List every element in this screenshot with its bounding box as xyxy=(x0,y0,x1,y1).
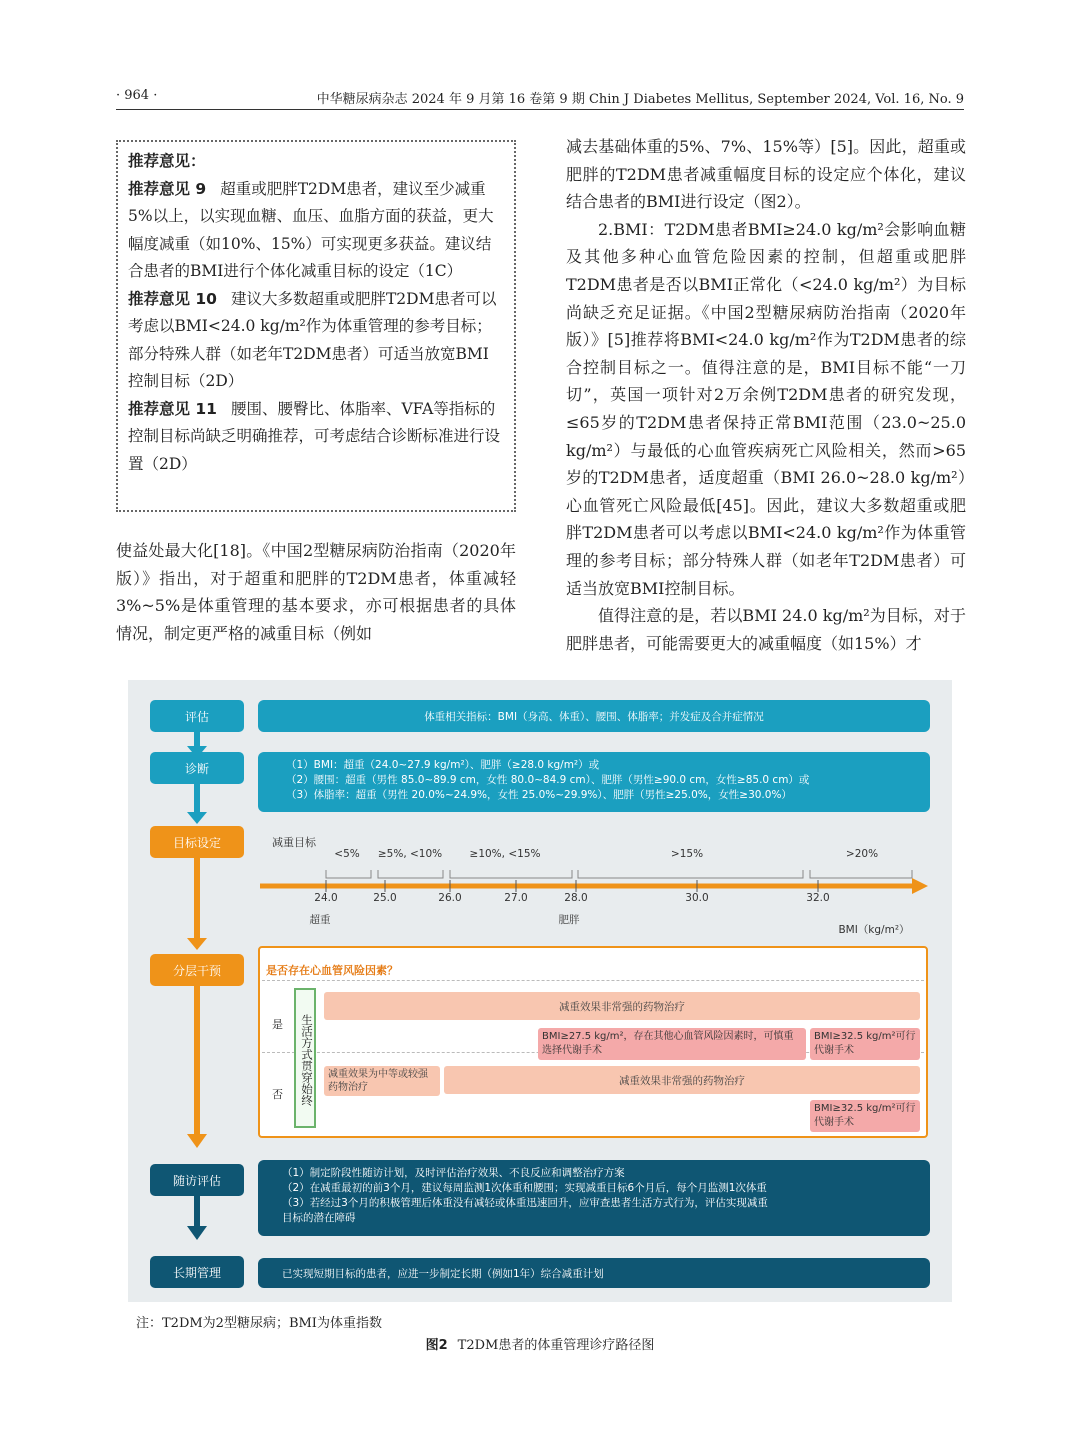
bmi-unit-label: BMI（kg/m²） xyxy=(838,924,910,936)
follow-up-line: 目标的潜在障碍 xyxy=(282,1212,356,1224)
figure-note: 注：T2DM为2型糖尿病；BMI为体重指数 xyxy=(136,1316,382,1331)
diagnosis-line: （1）BMI：超重（24.0~27.9 kg/m²）、肥胖（≥28.0 kg/m²）或 xyxy=(286,759,600,771)
overweight-label: 超重 xyxy=(309,914,331,926)
strong-drug-therapy-no: 减重效果非常强的药物治疗 xyxy=(444,1066,920,1094)
bmi-tick: 24.0 xyxy=(314,892,338,904)
follow-up-line: （3）若经过3个月的积极管理后体重没有减轻或体重迅速回升，应审查患者生活方式行为，评估实现减重 xyxy=(282,1197,768,1209)
arrow-head xyxy=(187,1134,207,1148)
range-bracket xyxy=(378,870,443,878)
goal-range: <5% xyxy=(334,848,360,860)
figure-2-flowchart xyxy=(128,680,952,1302)
stratified-panel xyxy=(258,946,928,1138)
right-paragraph-3: 值得注意的是，若以BMI 24.0 kg/m²为目标，对于肥胖患者，可能需要更大的减重幅度（如15%）才 xyxy=(566,606,966,653)
long-term-content: 已实现短期目标的患者，应进一步制定长期（例如1年）综合减重计划 xyxy=(258,1258,930,1288)
follow-up-content xyxy=(258,1160,930,1236)
arrow-connector xyxy=(194,986,200,1136)
caption-label: 图2 xyxy=(425,1338,448,1353)
recommendation-9 xyxy=(128,176,504,286)
no-label: 否 xyxy=(272,1088,283,1101)
recommendation-10-text: 建议大多数超重或肥胖T2DM患者可以考虑以BMI<24.0 kg/m²作为体重管理的参考目标；部分特殊人群（如老年T2DM患者）可适当放宽BMI控制目标（2D） xyxy=(128,289,497,390)
surgery-cv-risk: BMI≥27.5 kg/m²，存在其他心血管风险因素时，可慎重选择代谢手术 xyxy=(538,1028,806,1060)
yes-label: 是 xyxy=(272,1018,283,1031)
journal-citation: 中华糖尿病杂志 2024 年 9 月第 16 卷第 9 期 Chin J Diabetes Mellitus, September 2024, Vol. 16, No. 9 xyxy=(316,92,964,107)
arrow-head xyxy=(187,1226,207,1240)
bmi-tick: 26.0 xyxy=(438,892,462,904)
goal-title: 减重目标 xyxy=(272,836,316,849)
recommendation-title: 推荐意见： xyxy=(128,152,206,170)
bmi-tick: 28.0 xyxy=(564,892,588,904)
range-bracket xyxy=(450,870,572,878)
assess-content: 体重相关指标：BMI（身高、体重）、腰围、体脂率；并发症及合并症情况 xyxy=(258,700,930,732)
goal-range: >20% xyxy=(845,848,879,860)
recommendation-10-label: 推荐意见 10 xyxy=(128,289,217,308)
recommendation-9-text: 超重或肥胖T2DM患者，建议至少减重5%以上，以实现血糖、血压、血脂方面的获益，更大幅度减重（如10%、15%）可实现更多获益。建议结合患者的BMI进行个体化减重目标的设定（1C） xyxy=(128,179,494,280)
bmi-tick: 25.0 xyxy=(373,892,397,904)
page-number: · 964 · xyxy=(116,88,158,103)
recommendation-9-label: 推荐意见 9 xyxy=(128,179,207,198)
step-long-term: 长期管理 xyxy=(150,1256,244,1288)
goal-range: ≥5%, <10% xyxy=(377,848,443,860)
range-bracket xyxy=(326,870,371,878)
bmi-axis-arrow xyxy=(912,878,928,894)
recommendation-11 xyxy=(128,396,504,479)
recommendation-box xyxy=(116,140,516,512)
diagnosis-line: （3）体脂率：超重（男性 20.0%~24.9%，女性 25.0%~29.9%）、肥胖（男性≥25.0%，女性≥30.0%） xyxy=(286,789,792,801)
step-follow-up: 随访评估 xyxy=(150,1164,244,1196)
right-paragraph-2: 2.BMI：T2DM患者BMI≥24.0 kg/m²会影响血糖及其他多种心血管危险因素的控制，但超重或肥胖T2DM患者是否以BMI正常化（<24.0 kg/m²）为目标尚缺乏充足证据。《中国2型糖尿病防治指南（2020年版）》[5]推荐将BMI<24.0 kg/m²作为T2DM患者的综合控制目标之一。值得注意的是，BMI目标不能“一刀切”，英国一项针对2万余例T2DM患者的研究发现，≤65岁的T2DM患者保持正常BMI范围（23.0~25.0 kg/m²）与最低的心血管疾病死亡风险相关，然而>65岁的T2DM患者，适度超重（BMI 26.0~28.0 kg/m²）心血管死亡风险最低[45]。因此，建议大多数超重或肥胖T2DM患者可以考虑以BMI<24.0 kg/m²作为体重管理的参考目标；部分特殊人群（如老年T2DM患者）可适当放宽BMI控制目标。 xyxy=(566,219,966,598)
step-assess: 评估 xyxy=(150,700,244,732)
cv-risk-question: 是否存在心血管风险因素？ xyxy=(266,964,398,977)
right-column-text xyxy=(566,133,966,657)
figure-caption xyxy=(0,1334,1080,1353)
right-paragraph-1: 减去基础体重的5%、7%、15%等）[5]。因此，超重或肥胖的T2DM患者减重幅度目标的设定应个体化，建议结合患者的BMI进行设定（图2）。 xyxy=(566,137,966,212)
recommendation-11-label: 推荐意见 11 xyxy=(128,399,217,418)
obese-label: 肥胖 xyxy=(558,914,580,926)
caption-text: T2DM患者的体重管理诊疗路径图 xyxy=(457,1338,655,1353)
diagnosis-line: （2）腰围：超重（男性 85.0~89.9 cm，女性 80.0~84.9 cm）、肥胖（男性≥90.0 cm，女性≥85.0 cm）或 xyxy=(286,774,810,786)
goal-range: >15% xyxy=(670,848,704,860)
step-goal-setting: 目标设定 xyxy=(150,826,244,858)
recommendation-10 xyxy=(128,286,504,396)
follow-up-line: （1）制定阶段性随访计划，及时评估治疗效果、不良反应和调整治疗方案 xyxy=(282,1167,625,1179)
strong-drug-therapy-yes: 减重效果非常强的药物治疗 xyxy=(324,992,920,1020)
lifestyle-bar: 生活方式贯穿始终 xyxy=(294,988,316,1128)
left-paragraph: 使益处最大化[18]。《中国2型糖尿病防治指南（2020年版）》指出，对于超重和肥胖的T2DM患者，体重减轻3%~5%是体重管理的基本要求，亦可根据患者的具体情况，制定更严格的减重目标（例如 xyxy=(116,541,516,643)
arrow-connector xyxy=(194,1194,200,1228)
page-header xyxy=(116,88,964,110)
surgery-bmi-32-5-yes: BMI≥32.5 kg/m²可行代谢手术 xyxy=(810,1028,920,1060)
medium-drug-therapy: 减重效果为中等或较强药物治疗 xyxy=(324,1066,440,1096)
goal-range: ≥10%, <15% xyxy=(469,848,541,860)
range-bracket xyxy=(578,870,803,878)
bmi-tick: 32.0 xyxy=(806,892,830,904)
follow-up-line: （2）在减重最初的前3个月，建议每周监测1次体重和腰围；实现减重目标6个月后，每个月监测1次体重 xyxy=(282,1182,767,1194)
bmi-tick: 30.0 xyxy=(685,892,709,904)
bmi-tick: 27.0 xyxy=(504,892,528,904)
left-column-text xyxy=(116,537,516,647)
surgery-bmi-32-5-no: BMI≥32.5 kg/m²可行代谢手术 xyxy=(810,1100,920,1132)
step-stratified: 分层干预 xyxy=(150,954,244,986)
range-bracket xyxy=(810,870,912,878)
recommendation-11-text: 腰围、腰臀比、体脂率、VFA等指标的控制目标尚缺乏明确推荐，可考虑结合诊断标准进行设置（2D） xyxy=(128,399,501,473)
divider xyxy=(262,980,924,981)
step-diagnosis: 诊断 xyxy=(150,752,244,784)
